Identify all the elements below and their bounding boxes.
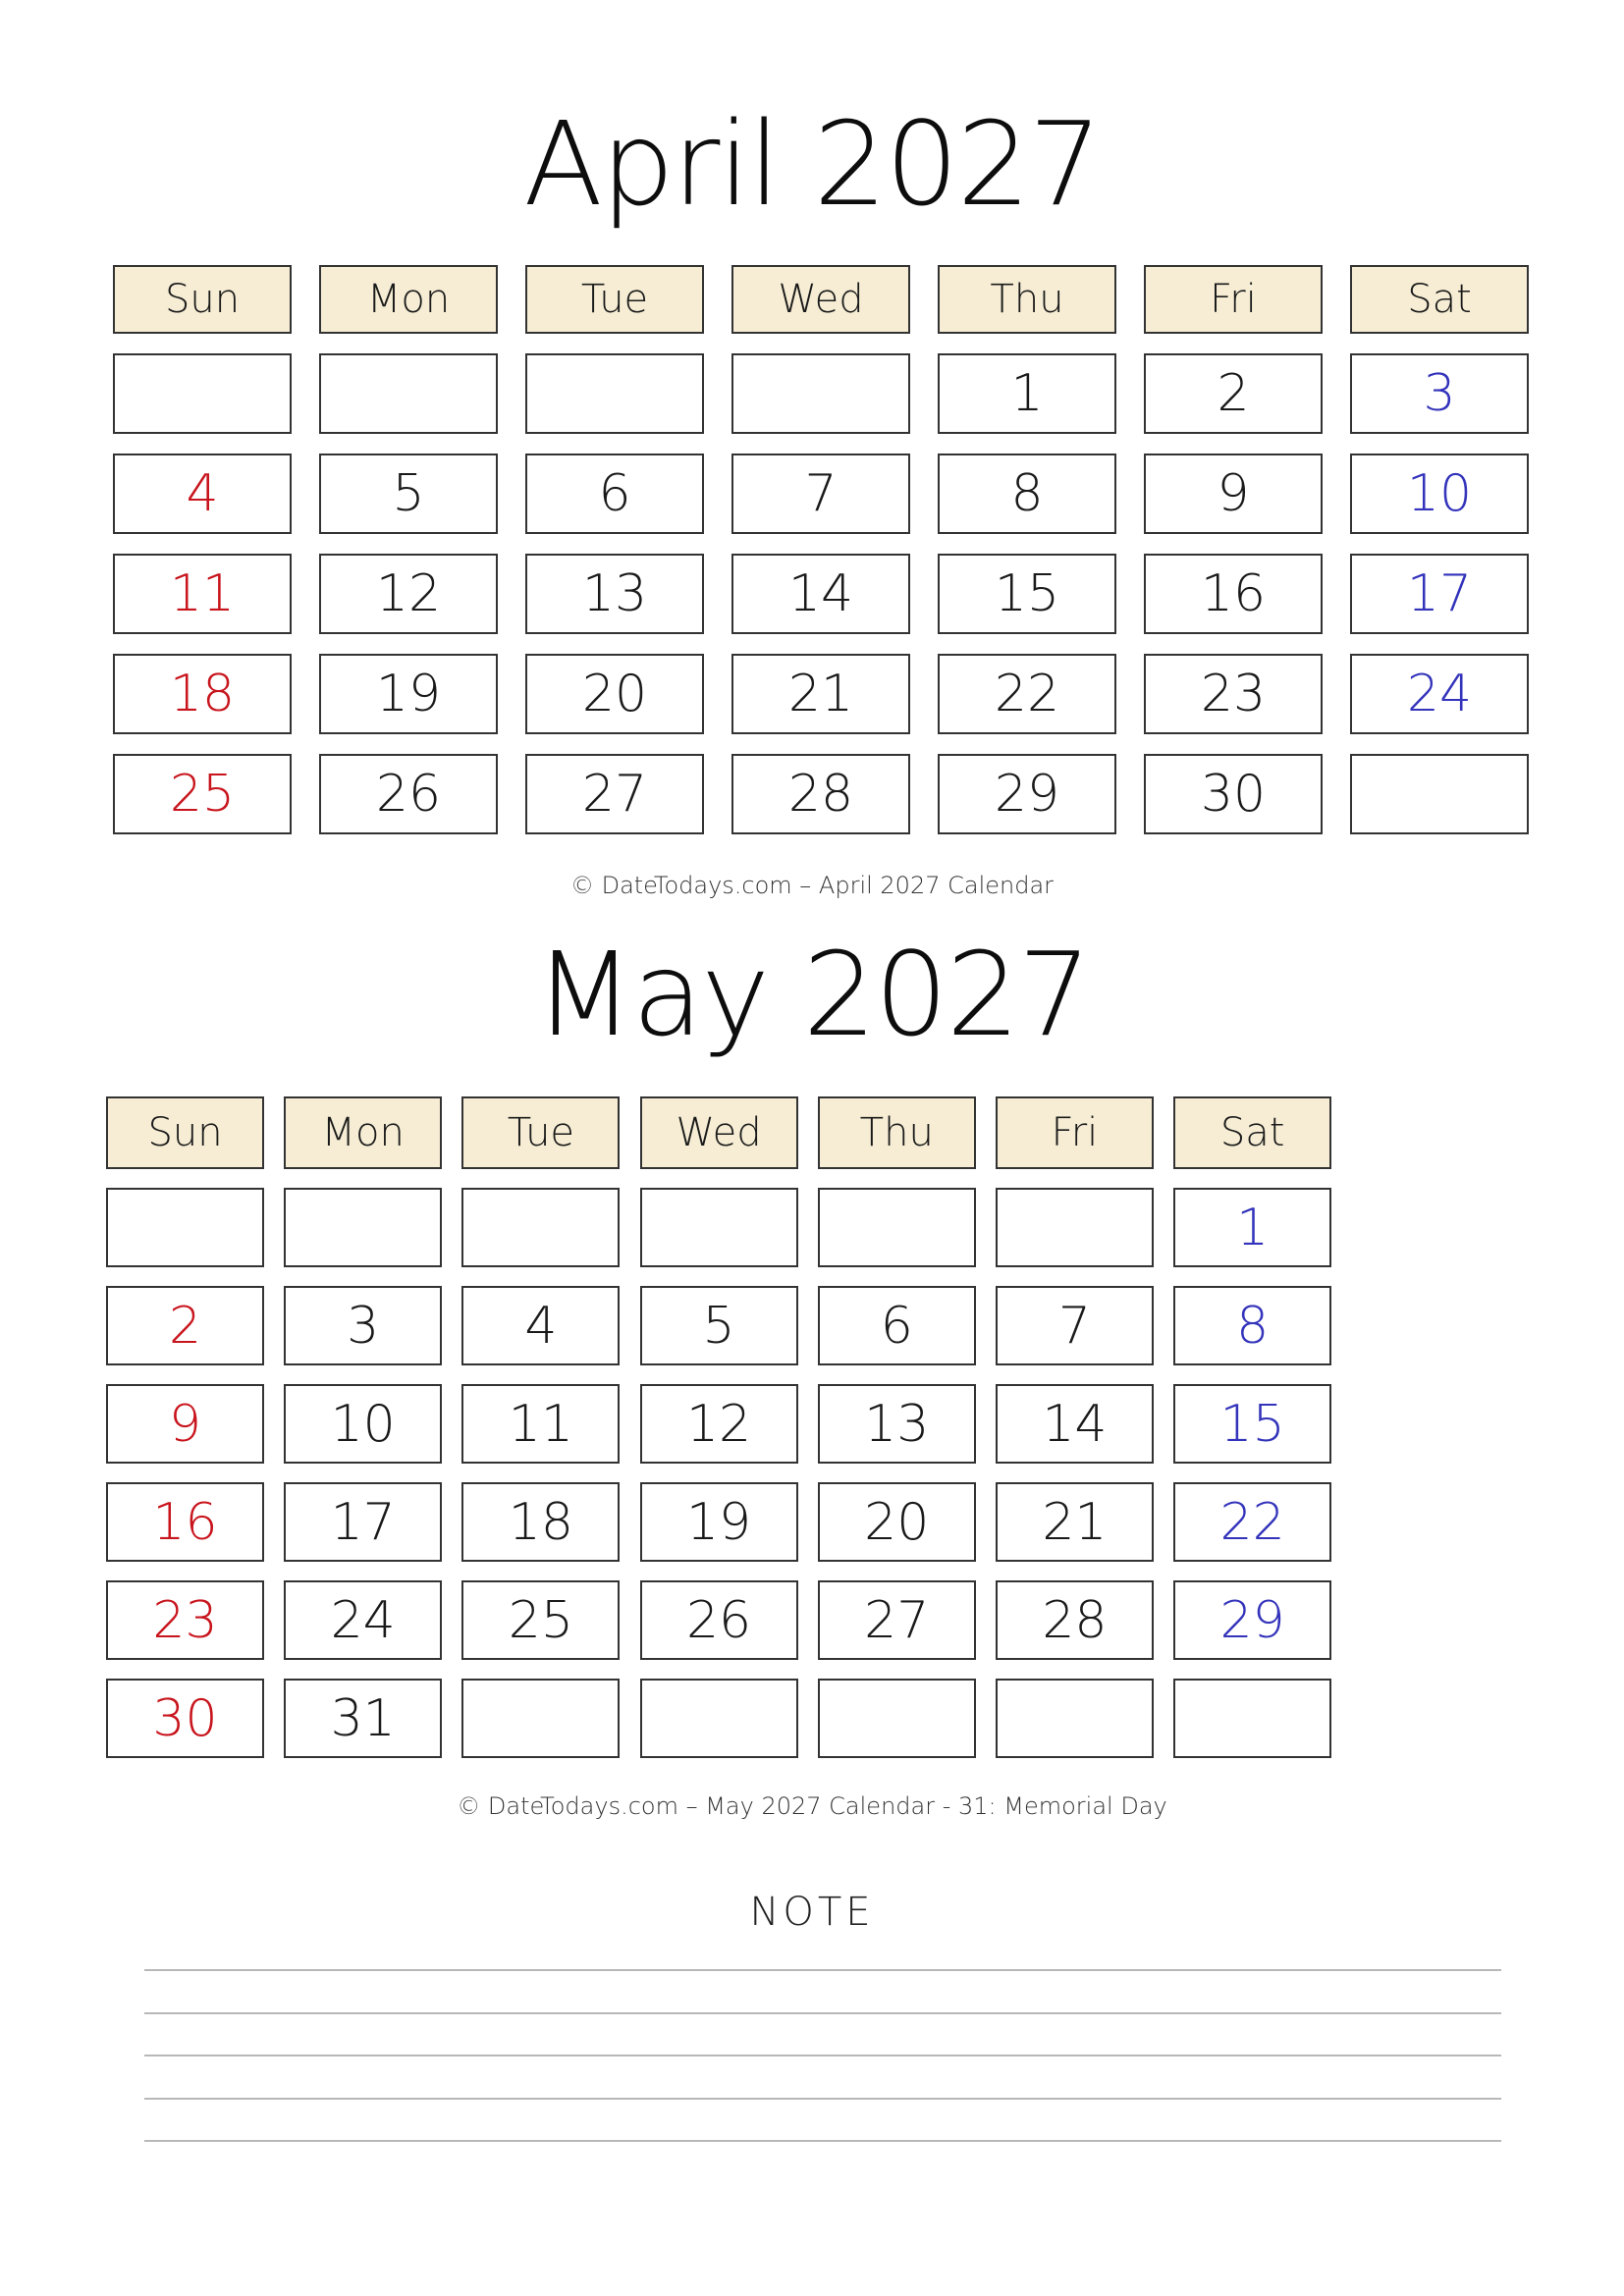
note-title: NOTE xyxy=(749,1890,875,1935)
april-day-cell: 14 xyxy=(731,554,910,634)
april-weekday-header-tue: Tue xyxy=(525,265,704,334)
april-day-cell: 4 xyxy=(113,454,292,534)
april-day-cell: 28 xyxy=(731,754,910,834)
may-empty-cell xyxy=(640,1679,798,1758)
april-empty-cell xyxy=(319,353,498,434)
may-caption: © DateTodays.com – May 2027 Calendar - 31: Memorial Day xyxy=(457,1792,1167,1820)
may-day-cell: 26 xyxy=(640,1580,798,1660)
april-empty-cell xyxy=(525,353,704,434)
may-day-cell: 3 xyxy=(284,1286,442,1365)
april-empty-cell xyxy=(113,353,292,434)
april-day-cell: 8 xyxy=(938,454,1116,534)
april-day-cell: 21 xyxy=(731,654,910,734)
april-day-cell: 23 xyxy=(1144,654,1323,734)
april-day-cell: 10 xyxy=(1350,454,1529,534)
may-day-cell: 23 xyxy=(106,1580,264,1660)
april-weekday-header-sat: Sat xyxy=(1350,265,1529,334)
april-day-cell: 9 xyxy=(1144,454,1323,534)
may-weekday-header-mon: Mon xyxy=(284,1096,442,1169)
may-day-cell: 6 xyxy=(818,1286,976,1365)
may-day-cell: 12 xyxy=(640,1384,798,1464)
april-calendar-grid xyxy=(113,265,1523,834)
may-day-cell: 30 xyxy=(106,1679,264,1758)
april-caption: © DateTodays.com – April 2027 Calendar xyxy=(569,872,1055,899)
april-day-cell: 5 xyxy=(319,454,498,534)
may-weekday-header-sun: Sun xyxy=(106,1096,264,1169)
april-day-cell: 24 xyxy=(1350,654,1529,734)
may-day-cell: 27 xyxy=(818,1580,976,1660)
may-weekday-header-tue: Tue xyxy=(461,1096,620,1169)
april-day-cell: 2 xyxy=(1144,353,1323,434)
may-day-cell: 4 xyxy=(461,1286,620,1365)
april-weekday-header-sun: Sun xyxy=(113,265,292,334)
april-day-cell: 20 xyxy=(525,654,704,734)
may-weekday-header-sat: Sat xyxy=(1173,1096,1331,1169)
april-day-cell: 16 xyxy=(1144,554,1323,634)
april-day-cell: 17 xyxy=(1350,554,1529,634)
april-day-cell: 7 xyxy=(731,454,910,534)
april-day-cell: 1 xyxy=(938,353,1116,434)
april-weekday-header-fri: Fri xyxy=(1144,265,1323,334)
may-weekday-header-wed: Wed xyxy=(640,1096,798,1169)
may-day-cell: 31 xyxy=(284,1679,442,1758)
may-title: May 2027 xyxy=(534,927,1090,1062)
april-day-cell: 6 xyxy=(525,454,704,534)
may-day-cell: 22 xyxy=(1173,1482,1331,1562)
note-line xyxy=(144,2140,1501,2142)
may-empty-cell xyxy=(996,1188,1154,1267)
april-day-cell: 3 xyxy=(1350,353,1529,434)
may-day-cell: 15 xyxy=(1173,1384,1331,1464)
may-day-cell: 25 xyxy=(461,1580,620,1660)
may-day-cell: 17 xyxy=(284,1482,442,1562)
april-day-cell: 30 xyxy=(1144,754,1323,834)
may-day-cell: 18 xyxy=(461,1482,620,1562)
april-day-cell: 26 xyxy=(319,754,498,834)
april-day-cell: 29 xyxy=(938,754,1116,834)
note-line xyxy=(144,2098,1501,2100)
may-day-cell: 9 xyxy=(106,1384,264,1464)
may-day-cell: 2 xyxy=(106,1286,264,1365)
april-weekday-header-wed: Wed xyxy=(731,265,910,334)
may-weekday-header-thu: Thu xyxy=(818,1096,976,1169)
may-day-cell: 5 xyxy=(640,1286,798,1365)
april-day-cell: 19 xyxy=(319,654,498,734)
note-line xyxy=(144,1969,1501,1971)
may-day-cell: 8 xyxy=(1173,1286,1331,1365)
may-empty-cell xyxy=(818,1188,976,1267)
april-day-cell: 15 xyxy=(938,554,1116,634)
april-day-cell: 11 xyxy=(113,554,292,634)
may-empty-cell xyxy=(461,1188,620,1267)
may-empty-cell xyxy=(461,1679,620,1758)
may-day-cell: 11 xyxy=(461,1384,620,1464)
may-day-cell: 29 xyxy=(1173,1580,1331,1660)
note-line xyxy=(144,2012,1501,2014)
may-day-cell: 21 xyxy=(996,1482,1154,1562)
may-day-cell: 14 xyxy=(996,1384,1154,1464)
may-day-cell: 1 xyxy=(1173,1188,1331,1267)
may-weekday-header-fri: Fri xyxy=(996,1096,1154,1169)
april-day-cell: 18 xyxy=(113,654,292,734)
may-day-cell: 20 xyxy=(818,1482,976,1562)
may-empty-cell xyxy=(284,1188,442,1267)
april-day-cell: 22 xyxy=(938,654,1116,734)
april-title: April 2027 xyxy=(523,96,1101,232)
may-day-cell: 10 xyxy=(284,1384,442,1464)
may-empty-cell xyxy=(640,1188,798,1267)
april-weekday-header-thu: Thu xyxy=(938,265,1116,334)
april-day-cell: 27 xyxy=(525,754,704,834)
may-day-cell: 24 xyxy=(284,1580,442,1660)
april-weekday-header-mon: Mon xyxy=(319,265,498,334)
april-day-cell: 25 xyxy=(113,754,292,834)
may-empty-cell xyxy=(996,1679,1154,1758)
note-line xyxy=(144,2055,1501,2056)
may-empty-cell xyxy=(818,1679,976,1758)
may-day-cell: 19 xyxy=(640,1482,798,1562)
april-day-cell: 13 xyxy=(525,554,704,634)
april-day-cell: 12 xyxy=(319,554,498,634)
april-empty-cell xyxy=(1350,754,1529,834)
april-empty-cell xyxy=(731,353,910,434)
may-day-cell: 7 xyxy=(996,1286,1154,1365)
may-empty-cell xyxy=(1173,1679,1331,1758)
may-day-cell: 13 xyxy=(818,1384,976,1464)
may-calendar-grid xyxy=(106,1096,1528,1758)
may-day-cell: 28 xyxy=(996,1580,1154,1660)
may-empty-cell xyxy=(106,1188,264,1267)
may-day-cell: 16 xyxy=(106,1482,264,1562)
